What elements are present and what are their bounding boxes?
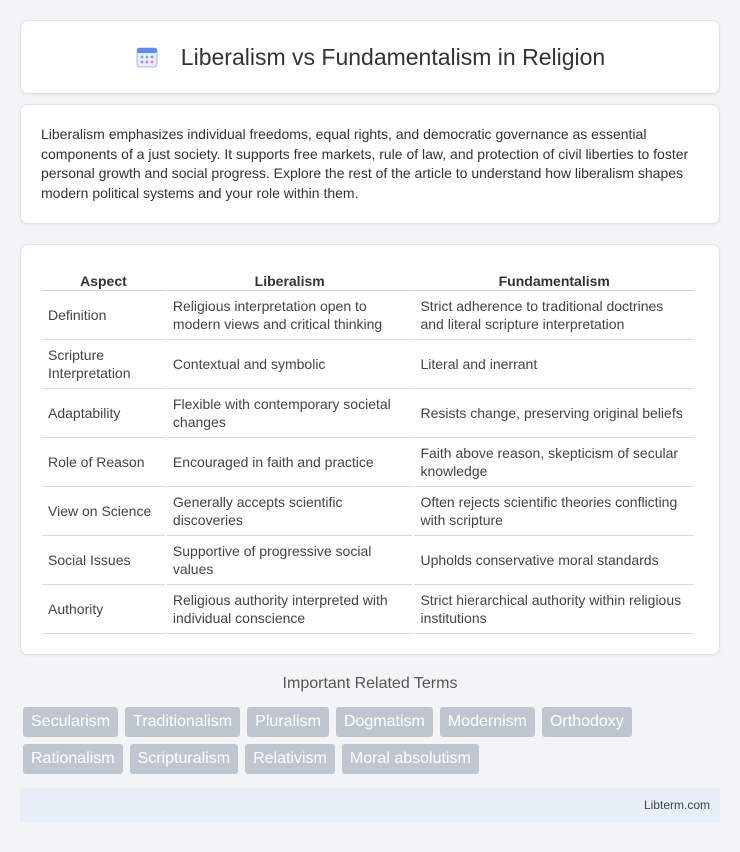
intro-card [20,104,720,224]
table-row [42,536,694,585]
row-liberalism: Contextual and symbolic [167,340,413,389]
header-fundamentalism: Fundamentalism [414,265,694,291]
row-fundamentalism: Upholds conservative moral standards [414,536,694,585]
comparison-table-card [20,244,720,655]
row-liberalism: Flexible with contemporary societal changes [167,389,413,438]
row-aspect: Definition [42,291,165,340]
table-row [42,438,694,487]
tag-modernism[interactable]: Modernism [440,707,535,737]
table-header-row [42,265,694,291]
row-aspect: Role of Reason [42,438,165,487]
tag-relativism[interactable]: Relativism [245,744,335,774]
tag-rationalism[interactable]: Rationalism [23,744,123,774]
row-liberalism: Religious authority interpreted with individual conscience [167,585,413,634]
row-liberalism: Encouraged in faith and practice [167,438,413,487]
row-aspect: Authority [42,585,165,634]
table-row [42,389,694,438]
row-liberalism: Supportive of progressive social values [167,536,413,585]
tag-scripturalism[interactable]: Scripturalism [130,744,238,774]
calendar-grid-icon [135,45,159,69]
footer-site-link[interactable]: Libterm.com [643,798,710,812]
row-liberalism: Generally accepts scientific discoveries [167,487,413,536]
tag-secularism[interactable]: Secularism [23,707,118,737]
row-fundamentalism: Faith above reason, skepticism of secular knowledge [414,438,694,487]
row-fundamentalism: Strict adherence to traditional doctrines and literal scripture interpretation [414,291,694,340]
row-aspect: Social Issues [42,536,165,585]
related-terms-title: Important Related Terms [282,675,458,692]
row-aspect: Scripture Interpretation [42,340,165,389]
footer [20,788,720,822]
row-fundamentalism: Resists change, preserving original beliefs [414,389,694,438]
header-aspect: Aspect [42,265,165,291]
row-liberalism: Religious interpretation open to modern views and critical thinking [167,291,413,340]
table-row [42,340,694,389]
comparison-table [40,265,696,634]
tag-pluralism[interactable]: Pluralism [247,707,329,737]
row-aspect: View on Science [42,487,165,536]
intro-paragraph: Liberalism emphasizes individual freedoms, equal rights, and democratic governance as essential components of a just society. It supports free markets, rule of law, and protection of civil liberties to foster personal growth and social progress. Explore the rest of the article to understand how liberalism shapes modern political systems and your role within them. [41,126,689,201]
related-terms-list [23,707,723,774]
tag-moral-absolutism[interactable]: Moral absolutism [342,744,479,774]
tag-dogmatism[interactable]: Dogmatism [336,707,433,737]
row-aspect: Adaptability [42,389,165,438]
row-fundamentalism: Literal and inerrant [414,340,694,389]
table-row [42,585,694,634]
header-card [20,20,720,94]
row-fundamentalism: Often rejects scientific theories conflicting with scripture [414,487,694,536]
table-row [42,487,694,536]
row-fundamentalism: Strict hierarchical authority within religious institutions [414,585,694,634]
tag-traditionalism[interactable]: Traditionalism [125,707,240,737]
table-row [42,291,694,340]
tag-orthodoxy[interactable]: Orthodoxy [542,707,632,737]
page-title: Liberalism vs Fundamentalism in Religion [180,43,606,70]
header-liberalism: Liberalism [167,265,413,291]
